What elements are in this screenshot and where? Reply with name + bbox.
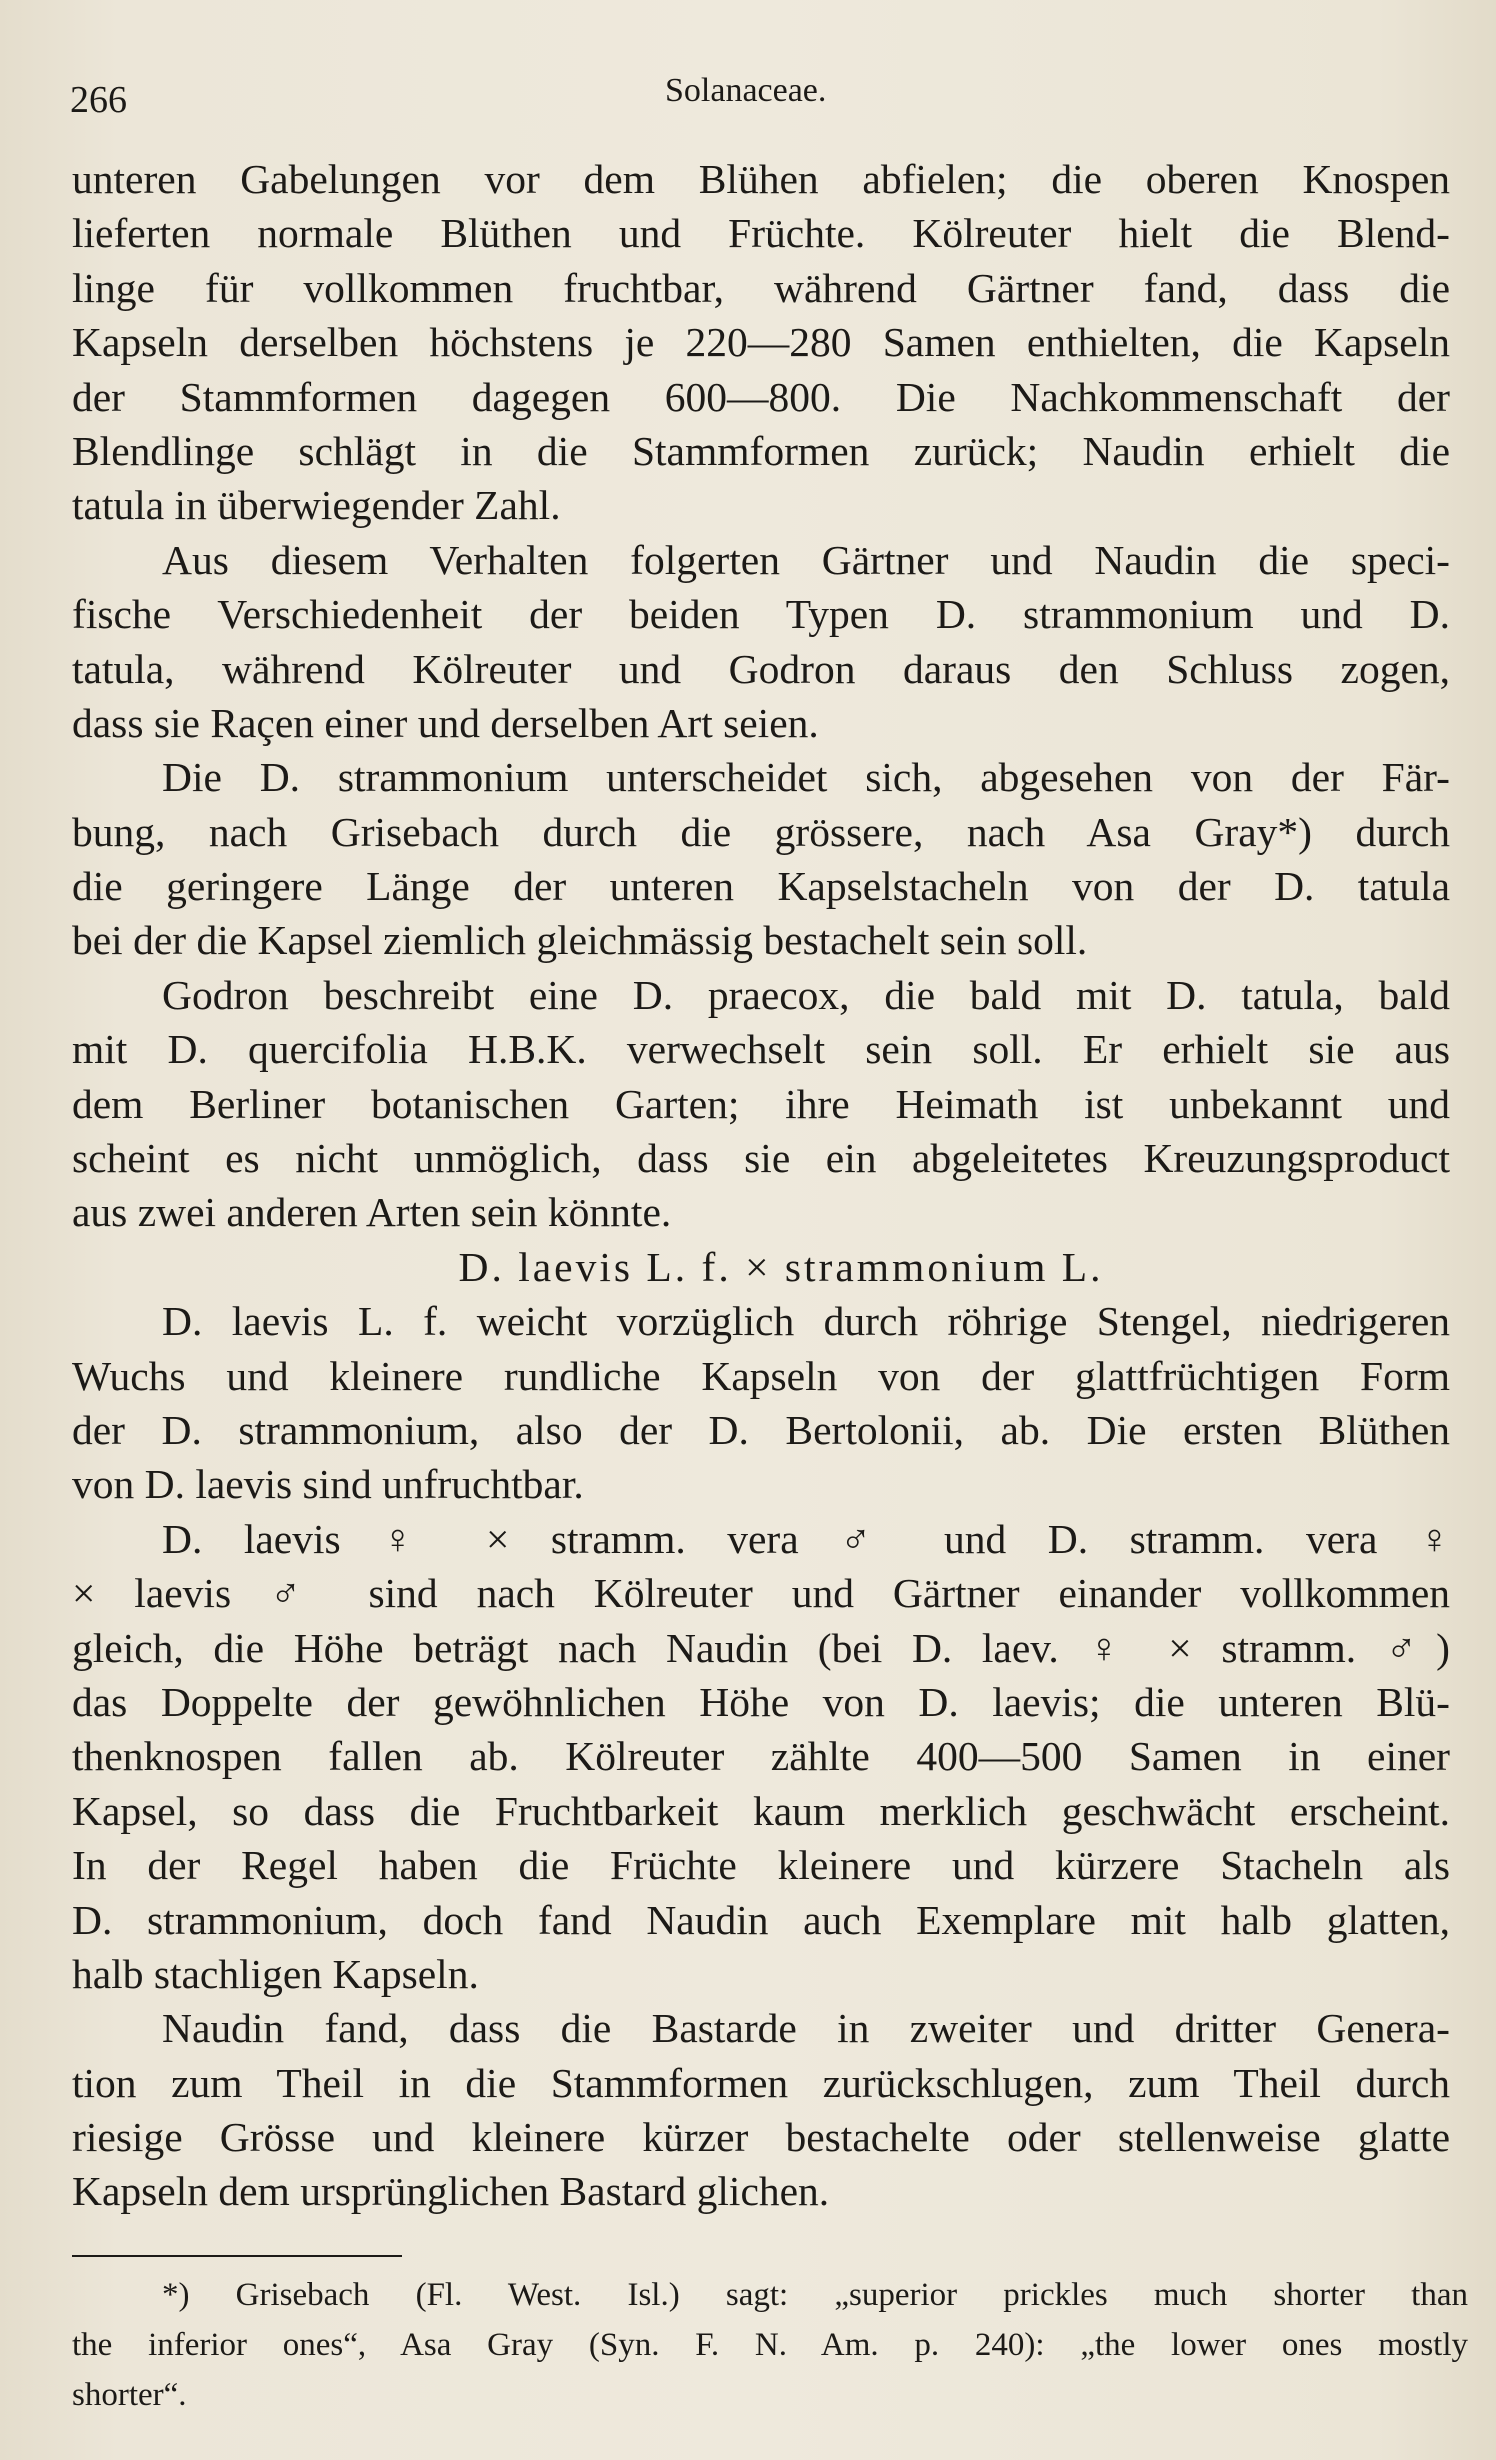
text-line: Naudin fand, dass die Bastarde in zweiter und dritter Genera- (162, 2005, 1450, 2052)
text-line: von D. laevis sind unfruchtbar. (72, 1461, 584, 1508)
footnote-line: the inferior ones“, Asa Gray (Syn. F. N. Am. p. 240): „the lower ones mostly (72, 2327, 1468, 2363)
text-line: thenknospen fallen ab. Kölreuter zählte 400—500 Samen in einer (72, 1733, 1450, 1780)
text-line: bei der die Kapsel ziemlich gleichmässig bestachelt sein soll. (72, 917, 1088, 964)
footnote-line: shorter“. (72, 2377, 187, 2413)
text-line: das Doppelte der gewöhnlichen Höhe von D. laevis; die unteren Blü- (72, 1678, 1450, 1725)
text-line: lieferten normale Blüthen und Früchte. Kölreuter hielt die Blend- (72, 210, 1450, 257)
text-line: dem Berliner botanischen Garten; ihre Heimath ist unbekannt und (72, 1080, 1450, 1127)
text-line: Wuchs und kleinere rundliche Kapseln von der glattfrüchtigen Form (72, 1352, 1450, 1399)
text-line: In der Regel haben die Früchte kleinere und kürzere Stacheln als (72, 1842, 1450, 1889)
text-line: aus zwei anderen Arten sein könnte. (72, 1189, 672, 1236)
text-line: D. laevis ♀ × stramm. vera ♂ und D. stramm. vera ♀ (162, 1515, 1450, 1562)
text-line: scheint es nicht unmöglich, dass sie ein abgeleitetes Kreuzungsproduct (72, 1135, 1450, 1182)
text-line: Kapsel, so dass die Fruchtbarkeit kaum merklich geschwächt erscheint. (72, 1787, 1450, 1834)
text-line: halb stachligen Kapseln. (72, 1950, 479, 1997)
text-line: Kapseln derselben höchstens je 220—280 Samen enthielten, die Kapseln (72, 319, 1450, 366)
text-line: mit D. quercifolia H.B.K. verwechselt sein soll. Er erhielt sie aus (72, 1026, 1450, 1073)
page-number: 266 (70, 79, 127, 121)
section-heading: D. laevis L. f. × strammonium L. (458, 1243, 1104, 1290)
footnote (72, 2270, 1468, 2420)
body-text (72, 152, 1450, 2219)
text-line: Die D. strammonium unterscheidet sich, abgesehen von der Fär- (162, 754, 1450, 801)
text-line: Kapseln dem ursprünglichen Bastard glichen. (72, 2168, 830, 2215)
text-line: × laevis ♂ sind nach Kölreuter und Gärtner einander vollkommen (72, 1570, 1450, 1617)
page-header (70, 70, 1470, 130)
running-head: Solanaceae. (665, 72, 827, 109)
text-line: fische Verschiedenheit der beiden Typen D. strammonium und D. (72, 591, 1450, 638)
text-line: tatula, während Kölreuter und Godron daraus den Schluss zogen, (72, 645, 1450, 692)
text-line: tatula in überwiegender Zahl. (72, 482, 561, 529)
text-line: die geringere Länge der unteren Kapselstacheln von der D. tatula (72, 863, 1450, 910)
text-line: Blendlinge schlägt in die Stammformen zurück; Naudin erhielt die (72, 427, 1450, 474)
text-line: unteren Gabelungen vor dem Blühen abfielen; die oberen Knospen (72, 156, 1450, 202)
text-line: der Stammformen dagegen 600—800. Die Nachkommenschaft der (72, 373, 1450, 420)
text-line: riesige Grösse und kleinere kürzer bestachelte oder stellenweise glatte (72, 2114, 1450, 2161)
text-line: linge für vollkommen fruchtbar, während Gärtner fand, dass die (72, 264, 1450, 311)
text-line: Godron beschreibt eine D. praecox, die bald mit D. tatula, bald (162, 971, 1450, 1018)
text-line: dass sie Raçen einer und derselben Art seien. (72, 699, 819, 746)
text-line: der D. strammonium, also der D. Bertolonii, ab. Die ersten Blüthen (72, 1406, 1450, 1453)
footnote-line: *) Grisebach (Fl. West. Isl.) sagt: „superior prickles much shorter than (162, 2277, 1468, 2313)
footnote-rule (72, 2255, 402, 2257)
text-line: Aus diesem Verhalten folgerten Gärtner und Naudin die speci- (162, 536, 1450, 583)
text-line: D. laevis L. f. weicht vorzüglich durch röhrige Stengel, niedrigeren (162, 1298, 1450, 1345)
text-line: D. strammonium, doch fand Naudin auch Exemplare mit halb glatten, (72, 1896, 1450, 1943)
text-line: tion zum Theil in die Stammformen zurückschlugen, zum Theil durch (72, 2059, 1450, 2106)
text-line: bung, nach Grisebach durch die grössere, nach Asa Gray*) durch (72, 808, 1450, 855)
text-line: gleich, die Höhe beträgt nach Naudin (bei D. laev. ♀ × stramm. ♂) (72, 1624, 1450, 1671)
